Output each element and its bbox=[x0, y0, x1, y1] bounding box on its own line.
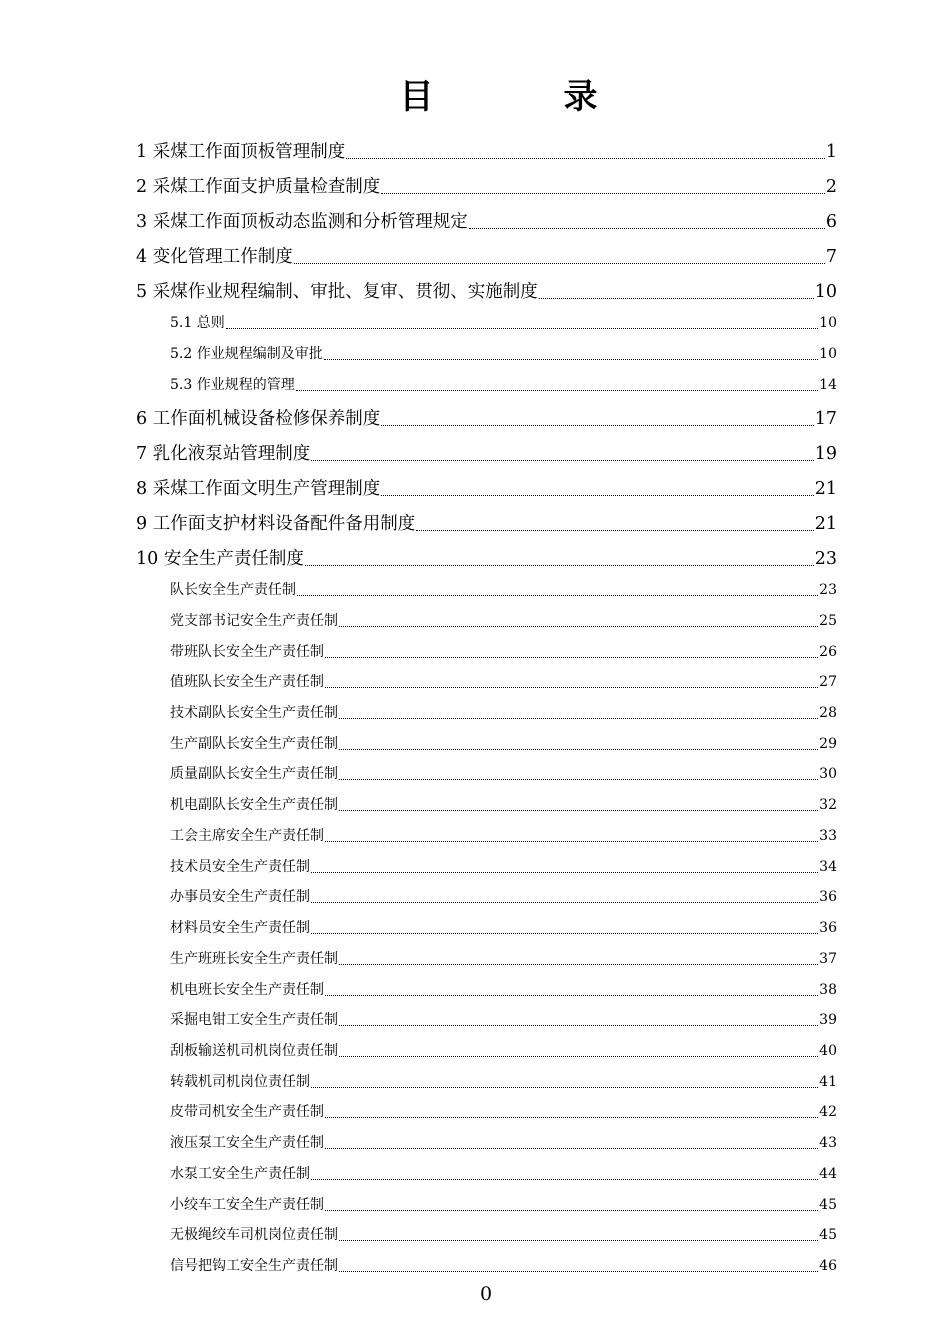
page-title: 目 录 bbox=[399, 77, 646, 117]
dot-leader bbox=[339, 779, 818, 780]
dot-leader bbox=[339, 1056, 818, 1057]
dot-leader bbox=[311, 933, 818, 934]
toc-entry-label: 无极绳绞车司机岗位责任制 bbox=[170, 1227, 338, 1243]
dot-leader bbox=[296, 390, 818, 391]
toc-entry[interactable] bbox=[136, 243, 837, 268]
toc-entry-label: 2 采煤工作面支护质量检查制度 bbox=[136, 177, 381, 197]
toc-entry-label: 4 变化管理工作制度 bbox=[136, 247, 293, 267]
dot-leader bbox=[339, 1271, 818, 1272]
toc-entry-label: 转载机司机岗位责任制 bbox=[170, 1074, 310, 1090]
toc-entry-label: 机电班长安全生产责任制 bbox=[170, 982, 324, 998]
dot-leader bbox=[294, 263, 825, 264]
dot-leader bbox=[325, 1117, 818, 1118]
dot-leader bbox=[346, 158, 825, 159]
toc-entry-page: 26 bbox=[819, 644, 837, 660]
toc-entry-label: 生产班班长安全生产责任制 bbox=[170, 951, 338, 967]
toc-subentry[interactable] bbox=[170, 886, 837, 906]
toc-entry-label: 信号把钩工安全生产责任制 bbox=[170, 1258, 338, 1274]
toc-entry-page: 29 bbox=[819, 736, 837, 752]
toc-entry-label: 5.3 作业规程的管理 bbox=[170, 377, 295, 393]
toc-entry-label: 小绞车工安全生产责任制 bbox=[170, 1197, 324, 1213]
toc-entry-label: 水泵工安全生产责任制 bbox=[170, 1166, 310, 1182]
toc-entry-page: 27 bbox=[819, 674, 837, 690]
toc-entry-label: 5.1 总则 bbox=[170, 315, 225, 331]
toc-subentry[interactable] bbox=[170, 1009, 837, 1029]
toc-entry-label: 7 乳化液泵站管理制度 bbox=[136, 444, 311, 464]
toc-subentry[interactable] bbox=[170, 1132, 837, 1152]
toc-entry[interactable] bbox=[136, 475, 837, 500]
toc-entry-page: 46 bbox=[819, 1258, 837, 1274]
toc-entry-page: 21 bbox=[814, 514, 837, 534]
dot-leader bbox=[325, 1148, 818, 1149]
toc-entry-label: 皮带司机安全生产责任制 bbox=[170, 1104, 324, 1120]
toc-entry-label: 5 采煤作业规程编制、审批、复审、贯彻、实施制度 bbox=[136, 282, 538, 302]
dot-leader bbox=[416, 530, 814, 531]
dot-leader bbox=[311, 1087, 818, 1088]
toc-entry[interactable] bbox=[136, 440, 837, 465]
toc-entry-label: 1 采煤工作面顶板管理制度 bbox=[136, 142, 346, 162]
toc-entry-page: 30 bbox=[819, 766, 837, 782]
toc-entry-page: 14 bbox=[819, 377, 837, 393]
toc-entry-label: 材料员安全生产责任制 bbox=[170, 920, 310, 936]
toc-entry-page: 36 bbox=[819, 889, 837, 905]
toc-entry-label: 办事员安全生产责任制 bbox=[170, 889, 310, 905]
toc-entry-page: 44 bbox=[819, 1166, 837, 1182]
dot-leader bbox=[381, 495, 814, 496]
toc-entry-label: 5.2 作业规程编制及审批 bbox=[170, 346, 323, 362]
toc-entry-page: 23 bbox=[819, 582, 837, 598]
toc-entry-page: 17 bbox=[814, 409, 837, 429]
toc-entry-page: 10 bbox=[814, 282, 837, 302]
toc-entry[interactable] bbox=[136, 278, 837, 303]
toc-entry-page: 10 bbox=[819, 346, 837, 362]
toc-entry-page: 2 bbox=[825, 177, 837, 197]
toc-entry-page: 23 bbox=[814, 549, 837, 569]
toc-subentry[interactable] bbox=[170, 917, 837, 937]
toc-entry[interactable] bbox=[136, 208, 837, 233]
toc-entry-page: 28 bbox=[819, 705, 837, 721]
toc-entry-label: 生产副队长安全生产责任制 bbox=[170, 736, 338, 752]
toc-entry-label: 技术副队长安全生产责任制 bbox=[170, 705, 338, 721]
toc-subentry[interactable] bbox=[170, 671, 837, 691]
toc-subentry[interactable] bbox=[170, 979, 837, 999]
toc-entry-label: 质量副队长安全生产责任制 bbox=[170, 766, 338, 782]
dot-leader bbox=[339, 749, 818, 750]
toc-entry-label: 10 安全生产责任制度 bbox=[136, 549, 304, 569]
dot-leader bbox=[325, 841, 818, 842]
toc-subentry[interactable] bbox=[170, 343, 837, 363]
toc-entry[interactable] bbox=[136, 138, 837, 163]
toc-entry-label: 9 工作面支护材料设备配件备用制度 bbox=[136, 514, 416, 534]
dot-leader bbox=[311, 872, 818, 873]
toc-entry-page: 36 bbox=[819, 920, 837, 936]
toc-entry-label: 3 采煤工作面顶板动态监测和分析管理规定 bbox=[136, 212, 468, 232]
toc-entry-page: 41 bbox=[819, 1074, 837, 1090]
dot-leader bbox=[311, 460, 814, 461]
toc-entry-label: 刮板输送机司机岗位责任制 bbox=[170, 1043, 338, 1059]
toc-entry-label: 8 采煤工作面文明生产管理制度 bbox=[136, 479, 381, 499]
toc-entry-page: 45 bbox=[819, 1227, 837, 1243]
toc-entry-label: 采掘电钳工安全生产责任制 bbox=[170, 1012, 338, 1028]
toc-entry-page: 33 bbox=[819, 828, 837, 844]
toc-entry-label: 党支部书记安全生产责任制 bbox=[170, 613, 338, 629]
toc-entry-page: 39 bbox=[819, 1012, 837, 1028]
toc-entry-label: 液压泵工安全生产责任制 bbox=[170, 1135, 324, 1151]
toc-subentry[interactable] bbox=[170, 610, 837, 630]
toc-entry-page: 45 bbox=[819, 1197, 837, 1213]
toc-subentry[interactable] bbox=[170, 1255, 837, 1275]
toc-subentry[interactable] bbox=[170, 733, 837, 753]
toc-subentry[interactable] bbox=[170, 948, 837, 968]
toc-subentry[interactable] bbox=[170, 1101, 837, 1121]
toc-entry-page: 6 bbox=[825, 212, 837, 232]
dot-leader bbox=[339, 964, 818, 965]
toc-entry-label: 带班队长安全生产责任制 bbox=[170, 644, 324, 660]
dot-leader bbox=[381, 425, 814, 426]
toc-entry-page: 42 bbox=[819, 1104, 837, 1120]
dot-leader bbox=[325, 995, 818, 996]
toc-subentry[interactable] bbox=[170, 763, 837, 783]
toc-subentry[interactable] bbox=[170, 1194, 837, 1214]
toc-entry-page: 40 bbox=[819, 1043, 837, 1059]
toc-entry-page: 38 bbox=[819, 982, 837, 998]
dot-leader bbox=[469, 228, 825, 229]
toc-entry-page: 21 bbox=[814, 479, 837, 499]
toc-entry-page: 32 bbox=[819, 797, 837, 813]
dot-leader bbox=[339, 718, 818, 719]
dot-leader bbox=[339, 1025, 818, 1026]
toc-entry[interactable] bbox=[136, 405, 837, 430]
toc-entry[interactable] bbox=[136, 173, 837, 198]
dot-leader bbox=[311, 1179, 818, 1180]
dot-leader bbox=[325, 687, 818, 688]
toc-entry-page: 25 bbox=[819, 613, 837, 629]
dot-leader bbox=[297, 595, 818, 596]
toc-entry-label: 队长安全生产责任制 bbox=[170, 582, 296, 598]
toc-entry-label: 机电副队长安全生产责任制 bbox=[170, 797, 338, 813]
page-number: 0 bbox=[479, 1283, 493, 1305]
dot-leader bbox=[339, 1240, 818, 1241]
toc-subentry[interactable] bbox=[170, 856, 837, 876]
toc-entry-page: 1 bbox=[825, 142, 837, 162]
toc-subentry[interactable] bbox=[170, 1040, 837, 1060]
toc-subentry[interactable] bbox=[170, 579, 837, 599]
dot-leader bbox=[325, 657, 818, 658]
toc-subentry[interactable] bbox=[170, 312, 837, 332]
toc-subentry[interactable] bbox=[170, 1224, 837, 1244]
toc-entry[interactable] bbox=[136, 510, 837, 535]
toc-entry-page: 10 bbox=[819, 315, 837, 331]
toc-subentry[interactable] bbox=[170, 374, 837, 394]
toc-entry-label: 技术员安全生产责任制 bbox=[170, 859, 310, 875]
toc-entry-label: 工会主席安全生产责任制 bbox=[170, 828, 324, 844]
toc-entry-page: 7 bbox=[825, 247, 837, 267]
dot-leader bbox=[311, 902, 818, 903]
dot-leader bbox=[324, 359, 818, 360]
toc-entry-page: 43 bbox=[819, 1135, 837, 1151]
dot-leader bbox=[339, 810, 818, 811]
toc-subentry[interactable] bbox=[170, 794, 837, 814]
toc-entry-page: 34 bbox=[819, 859, 837, 875]
toc-subentry[interactable] bbox=[170, 825, 837, 845]
dot-leader bbox=[339, 626, 818, 627]
dot-leader bbox=[305, 565, 814, 566]
toc-entry-label: 值班队长安全生产责任制 bbox=[170, 674, 324, 690]
toc-subentry[interactable] bbox=[170, 641, 837, 661]
toc-subentry[interactable] bbox=[170, 1071, 837, 1091]
dot-leader bbox=[539, 298, 814, 299]
toc-entry-label: 6 工作面机械设备检修保养制度 bbox=[136, 409, 381, 429]
toc-entry-page: 19 bbox=[814, 444, 837, 464]
dot-leader bbox=[226, 328, 818, 329]
toc-entry[interactable] bbox=[136, 545, 837, 570]
toc-subentry[interactable] bbox=[170, 1163, 837, 1183]
dot-leader bbox=[325, 1210, 818, 1211]
toc-entry-page: 37 bbox=[819, 951, 837, 967]
toc-subentry[interactable] bbox=[170, 702, 837, 722]
dot-leader bbox=[381, 193, 825, 194]
